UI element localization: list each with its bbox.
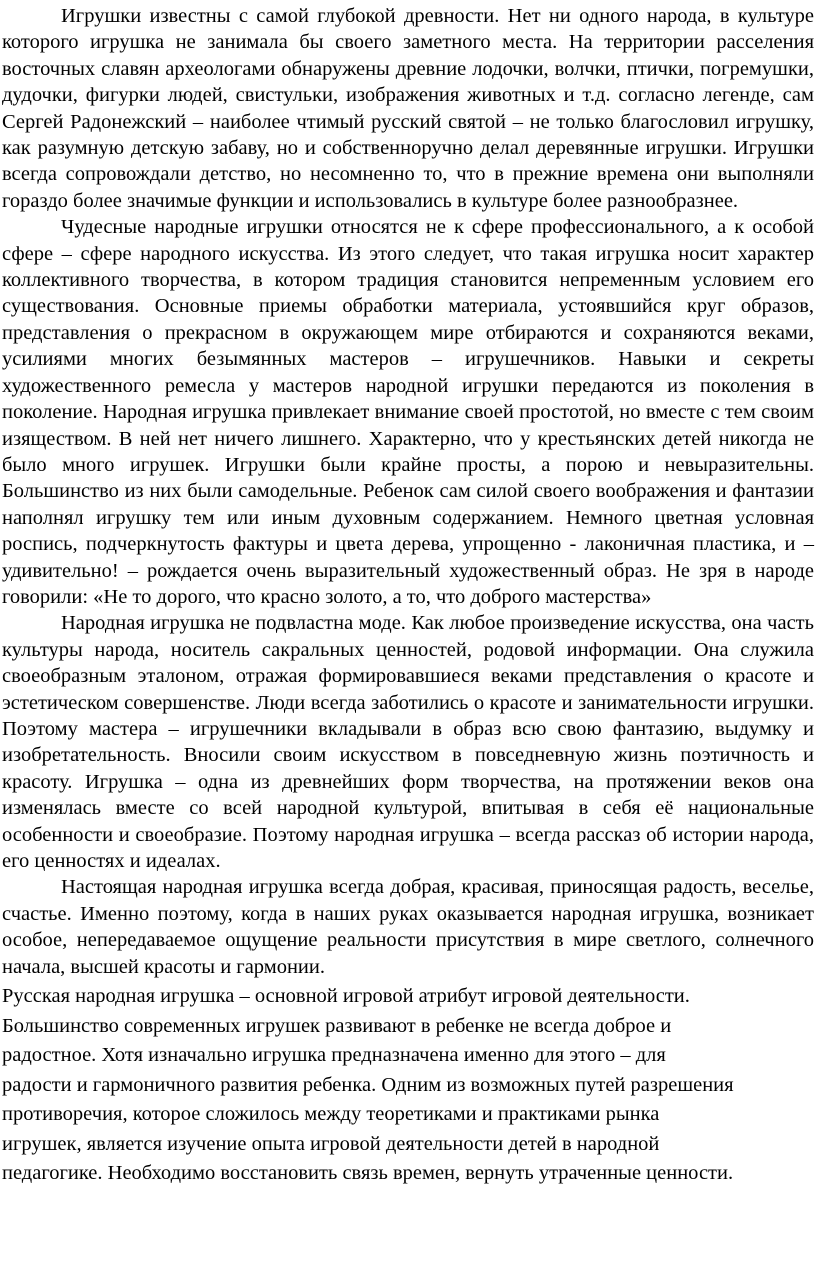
paragraph-joy: Настоящая народная игрушка всегда добрая, красивая, приносящая радость, веселье, счастье. Именно поэтому, когда в наших руках оказывается народная игрушка, возникает особое, непередаваемое ощущение реальности присутствия в мире светлого, солнечного начала, высшей красоты и гармонии. [2,876,814,978]
paragraph-folk-art: Чудесные народные игрушки относятся не к сфере профессионального, а к особой сфере – сфере народного искусства. Из этого следует, что такая игрушка носит характер коллективного творчества, в котором традиция становится непременным условием его существования. Основные приемы обработки материала, устоявшийся круг образов, представления о прекрасном в окружающем мире отбираются и сохраняются веками, усилиями многих безымянных мастеров – игрушечников. Навыки и секреты художественного ремесла у мастеров народной игрушки передаются из поколения в поколение. Народная игрушка привлекает внимание своей простотой, но вместе с тем своим изяществом. В ней нет ничего лишнего. Характерно, что у крестьянских детей никогда не было много игрушек. Игрушки были крайне просты, а порою и невыразительны. Большинство из них были самодельные. Ребенок сам силой своего воображения и фантазии наполнял игрушку тем или иным духовным содержанием. Немного цветная условная роспись, подчеркнутость фактуры и цвета дерева, упрощенно - лаконичная пластика, и – удивительно! – рождается очень выразительный художественный образ. Не зря в народе говорили: «Не то дорого, что красно золото, а то, что доброго мастерства» [2,216,814,608]
text-line: игрушек, является изучение опыта игровой деятельности детей в народной [2,1132,660,1155]
text-line: радостное. Хотя изначально игрушка предназначена именно для этого – для [2,1044,666,1067]
text-line: педагогике. Необходимо восстановить связь времен, вернуть утраченные ценности. [2,1162,734,1185]
text-line: радости и гармоничного развития ребенка. Одним из возможных путей разрешения [2,1073,734,1096]
paragraph-history: Игрушки известны с самой глубокой древности. Нет ни одного народа, в культуре которого игрушка не занимала бы своего заметного места. На территории расселения восточных славян археологами обнаружены древние лодочки, волчки, птички, погремушки, дудочки, фигурки людей, свистульки, изображения животных и т.д. согласно легенде, сам Сергей Радонежский – наиболее чтимый русский святой – не только благословил игрушку, как разумную детскую забаву, но и собственноручно делал деревянные игрушки. Игрушки всегда сопровождали детство, но несомненно то, что в прежние времена они выполняли гораздо более значимые функции и использовались в культуре более разнообразнее. [2,5,814,212]
text-line: Большинство современных игрушек развивают в ребенке не всегда доброе и [2,1014,672,1037]
paragraph-culture: Народная игрушка не подвластна моде. Как любое произведение искусства, она часть культуры народа, носитель сакральных ценностей, родовой информации. Она служила своеобразным эталоном, отражая формировавшиеся веками представления о красоте и эстетическом совершенстве. Люди всегда заботились о красоте и занимательности игрушки. Поэтому мастера – игрушечники вкладывали в образ всю свою фантазию, выдумку и изобретательность. Вносили своим искусством в повседневную жизнь поэтичность и красоту. Игрушка – одна из древнейших форм творчества, на протяжении веков она изменялась вместе со всей народной культурой, впитывая в себя её национальные особенности и своеобразие. Поэтому народная игрушка – всегда рассказ об истории народа, его ценностях и идеалах. [2,612,814,872]
text-line: Русская народная игрушка – основной игровой атрибут игровой деятельности. [2,985,690,1008]
text-line: противоречия, которое сложилось между теоретиками и практиками рынка [2,1103,660,1126]
